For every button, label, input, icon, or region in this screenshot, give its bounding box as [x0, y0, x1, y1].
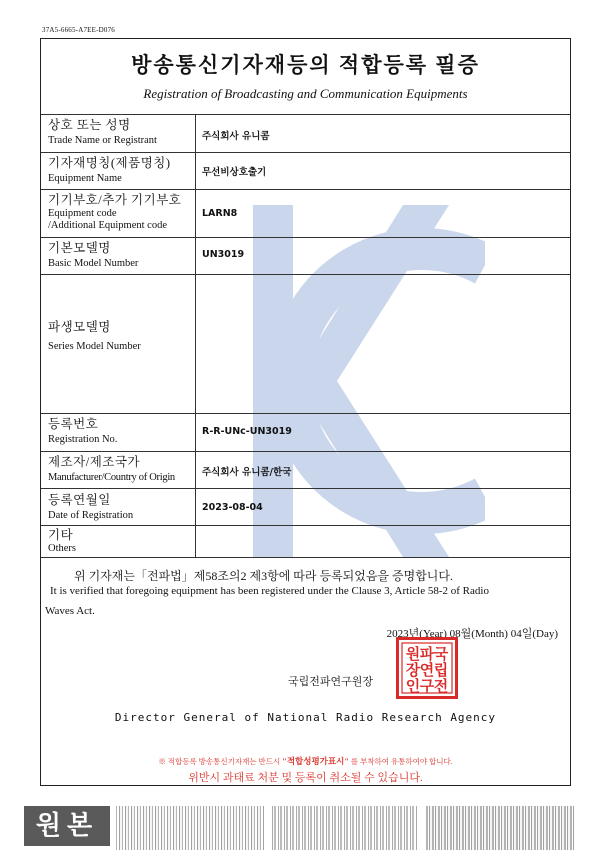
- barcode-strip-3: [426, 806, 574, 850]
- barcode-strip-1: [116, 806, 264, 850]
- notice-prefix: ※ 적합등록 방송통신기자재는 반드시: [158, 757, 283, 766]
- field-label-cell: [41, 526, 196, 557]
- field-row-equipment-code: [41, 189, 570, 238]
- field-label-cell: [41, 190, 196, 238]
- document-number: 37A5-6665-A7EE-D076: [42, 26, 116, 34]
- field-row-basic-model: [41, 237, 570, 275]
- notice-suffix: 를 부착하여 유통하여야 합니다.: [349, 757, 453, 766]
- document-subtitle: Registration of Broadcasting and Communication Equipments: [143, 86, 468, 101]
- date-month-ko: 월: [460, 628, 472, 640]
- svg-text:연: 연: [419, 661, 435, 679]
- svg-text:구: 구: [419, 677, 435, 695]
- statement-ko: 위 기자재는「전파법」제58조의2 제3항에 따라 등록되었음을 증명합니다.: [74, 569, 453, 583]
- date-year-ko: 년: [408, 628, 420, 640]
- date-year-en: (Year): [419, 628, 447, 640]
- certificate-frame: [40, 38, 571, 786]
- label-en: Equipment Name: [48, 173, 122, 184]
- label-en: Others: [48, 543, 76, 554]
- statement-en-line2: Waves Act.: [45, 605, 95, 617]
- svg-text:원: 원: [405, 645, 421, 663]
- field-label-cell: [41, 238, 196, 275]
- svg-text:국: 국: [433, 645, 449, 663]
- official-seal-stamp: [396, 637, 458, 699]
- label-en-additional: /Additional Equipment code: [48, 220, 167, 231]
- label-en: Manufacturer/Country of Origin: [48, 472, 175, 483]
- label-ko: 기본모델명: [48, 241, 111, 255]
- statement-en-line1: It is verified that foregoing equipment has been registered under the Clause 3, Article 58-2 of Radio: [50, 585, 489, 597]
- label-en: Registration No.: [48, 434, 118, 445]
- field-value: UN3019: [202, 249, 245, 260]
- date-month-en: (Month): [471, 628, 508, 640]
- field-row-others: [41, 525, 570, 558]
- field-label-cell: [41, 489, 196, 526]
- original-mark: [24, 806, 110, 846]
- label-ko: 등록연월일: [48, 493, 111, 507]
- label-en: Series Model Number: [48, 341, 141, 352]
- label-ko: 파생모델명: [48, 320, 111, 334]
- issuer-ko: 국립전파연구원장: [288, 676, 374, 688]
- label-en: Basic Model Number: [48, 258, 139, 269]
- field-label-cell: [41, 452, 196, 489]
- label-ko: 기기부호/추가 기기부호: [48, 193, 182, 207]
- issuer-en: Director General of National Radio Research Agency: [114, 711, 497, 724]
- label-en: Equipment code: [48, 208, 117, 219]
- date-day-ko: 일: [521, 628, 533, 640]
- field-value: LARN8: [202, 208, 238, 219]
- date-year: 2023: [386, 628, 409, 640]
- field-row-registration-no: [41, 413, 570, 452]
- field-label-cell: [41, 115, 196, 153]
- svg-text:립: 립: [433, 661, 449, 679]
- label-ko: 상호 또는 성명: [48, 118, 131, 132]
- label-ko: 기자재명칭(제품명칭): [48, 156, 171, 170]
- label-en: Trade Name or Registrant: [48, 135, 157, 146]
- date-day-en: (Day): [532, 628, 558, 640]
- field-row-series-model: [41, 274, 570, 414]
- original-mark-text: 원본: [35, 811, 99, 841]
- svg-text:인: 인: [405, 677, 421, 695]
- field-row-date: [41, 488, 570, 526]
- barcode-strip-2: [272, 806, 418, 850]
- label-ko: 기타: [48, 528, 74, 542]
- document-title: 방송통신기자재등의 적합등록 필증: [131, 53, 480, 77]
- field-row-equipment-name: [41, 152, 570, 190]
- label-en: Date of Registration: [48, 510, 134, 521]
- notice-line2: 위반시 과태료 처분 및 등록이 취소될 수 있습니다.: [188, 772, 423, 784]
- notice-emphasis: "적합성평가표시": [282, 756, 350, 766]
- date-day: 04: [510, 628, 522, 640]
- field-value: 2023-08-04: [202, 502, 263, 513]
- notice-line1: [41, 755, 570, 767]
- svg-text:장: 장: [405, 661, 421, 679]
- field-value: R-R-UNc-UN3019: [202, 426, 292, 437]
- field-row-trade-name: [41, 114, 570, 153]
- date-month: 08: [449, 628, 461, 640]
- field-label-cell: [41, 414, 196, 452]
- label-ko: 등록번호: [48, 417, 99, 431]
- field-label-cell: [41, 275, 196, 414]
- field-label-cell: [41, 153, 196, 190]
- svg-text:전: 전: [433, 677, 449, 695]
- field-value: 주식회사 유니콤: [202, 131, 270, 142]
- field-value: 주식회사 유니콤/한국: [202, 467, 292, 478]
- label-ko: 제조자/제조국가: [48, 455, 140, 469]
- svg-text:파: 파: [419, 645, 435, 663]
- field-value: 무선비상호출기: [202, 167, 267, 178]
- field-row-manufacturer: [41, 451, 570, 489]
